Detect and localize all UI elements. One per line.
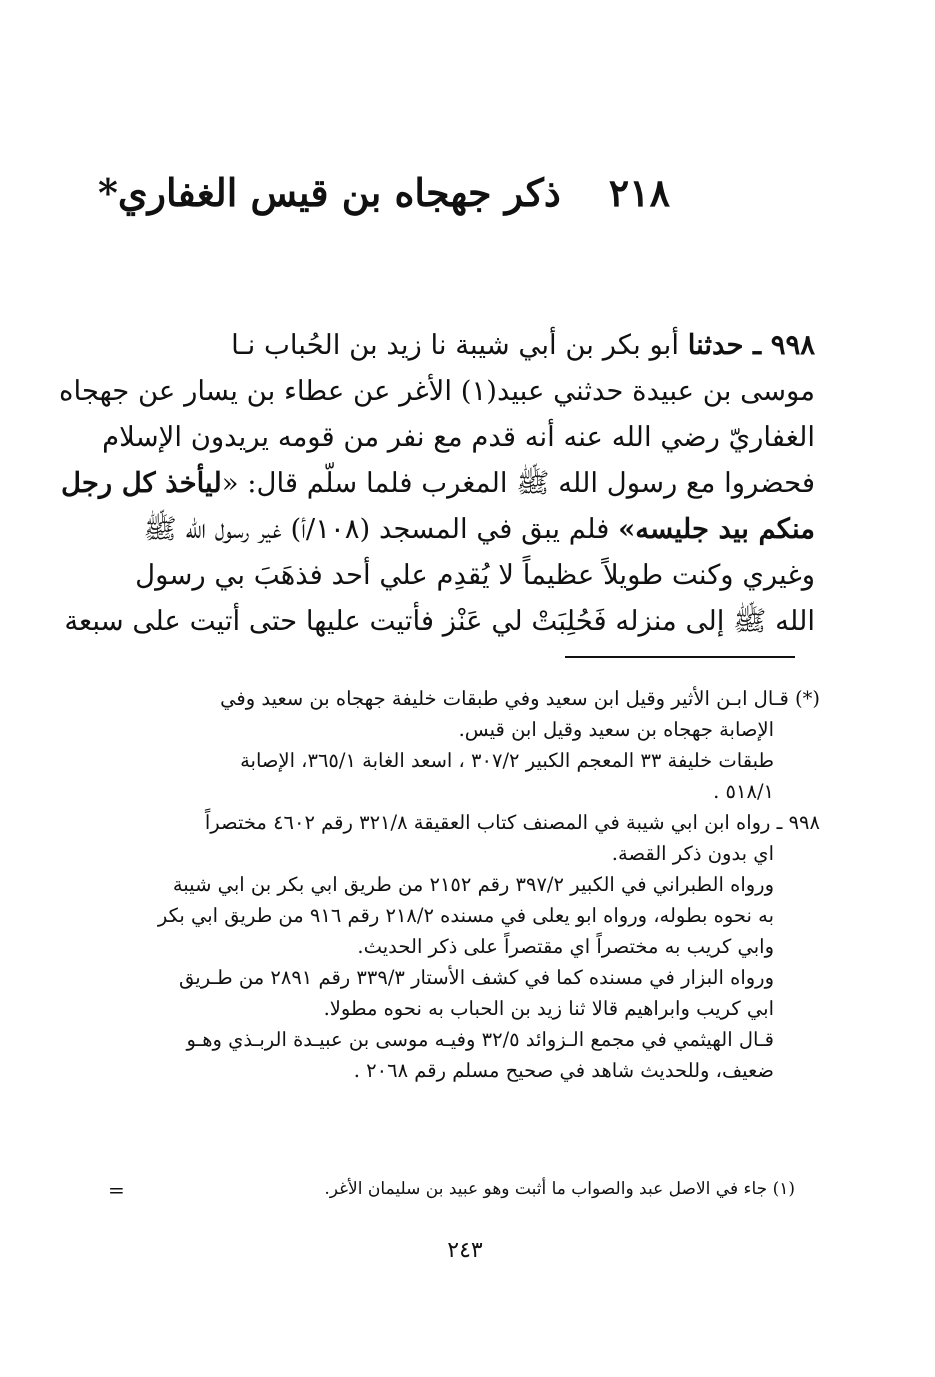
hadith-text [59,322,815,644]
prophet-quote-end: منكم بيد جليسه» [618,513,815,545]
note-line: ضعيف، وللحديث شاهد في صحيح مسلم رقم ٢٠٦٨ . [353,1059,774,1082]
note-line: طبقات خليفة ٣٣ المعجم الكبير ٣٠٧/٢ ، اسعد الغابة ٣٦٥/١، الإصابة [240,749,774,772]
note-line: قـال الهيثمي في مجمع الـزوائد ٣٢/٥ وفيـه موسى بن عبيـدة الربـذي وهـو [186,1028,774,1051]
note-line: ابي كريب وابراهيم قالا ثنا زيد بن الحباب به نحوه مطولا. [323,997,774,1020]
text-line: الغفاريّ رضي الله عنه أنه قدم مع نفر من قومه يريدون الإسلام [102,421,815,453]
prophet-quote: ليأخذ كل رجل [61,467,222,499]
page-number: ٢٤٣ [447,1238,483,1263]
footnote: (١) جاء في الاصل عبد والصواب ما أثبت وهو عبيد بن سليمان الأغر. [324,1179,795,1199]
note-line: ٩٩٨ ـ رواه ابن ابي شيبة في المصنف كتاب العقيقة ٣٢١/٨ رقم ٤٦٠٢ مختصراً [204,811,820,834]
note-line: (*) قـال ابـن الأثير وقيل ابن سعيد وفي طبقات خليفة جهجاه بن سعيد وفي [220,687,820,710]
note-line: به نحوه بطوله، ورواه ابو يعلى في مسنده ٢١٨/٢ رقم ٩١٦ من طريق ابي بكر [157,904,774,927]
note-line: اي بدون ذكر القصة. [611,842,774,865]
text-line [61,460,815,506]
note-line: ورواه البزار في مسنده كما في كشف الأستار ٣٣٩/٣ رقم ٢٨٩١ من طـريق [179,966,774,989]
line-text: فحضروا مع رسول الله ﷺ المغرب فلما سلّم قال: « [221,467,815,499]
note-line: الإصابة جهجاه بن سعيد وقيل ابن قيس. [458,718,774,741]
chapter-title: ذكر جهجاه بن قيس الغفاري* [98,170,561,215]
note-line: ٥١٨/١ . [713,780,774,803]
note-line: وابي كريب به مختصراً اي مقتصراً على ذكر الحديث. [357,935,774,958]
hadith-number-lead: ٩٩٨ ـ حدثنا [687,329,815,361]
text-line [125,322,815,368]
text-line: موسى بن عبيدة حدثني عبيد(١) الأغر عن عطاء بن يسار عن جهجاه [59,375,815,407]
text-line [125,506,815,552]
chapter-number: ٢١٨ [608,170,670,215]
continuation-mark: = [108,1178,125,1202]
chapter-heading [98,168,670,218]
text-line: وغيري وكنت طويلاً عظيماً لا يُقدِم علي أحد فذهَبَ بي رسول [135,559,815,591]
footnote-separator [565,656,795,658]
line-text: أبو بكر بن أبي شيبة نا زيد بن الحُباب نـا [231,329,688,361]
line-text: فلم يبق في المسجد (١٠٨/أ) غير رسول الله ﷺ [143,513,619,545]
note-line: ورواه الطبراني في الكبير ٣٩٧/٢ رقم ٢١٥٢ من طريق ابي بكر بن ابي شيبة [172,873,774,896]
takhrij-notes [120,683,820,1086]
text-line: الله ﷺ إلى منزله فَحُلِبَتْ لي عَنْز فأتيت عليها حتى أتيت على سبعة [64,605,815,637]
